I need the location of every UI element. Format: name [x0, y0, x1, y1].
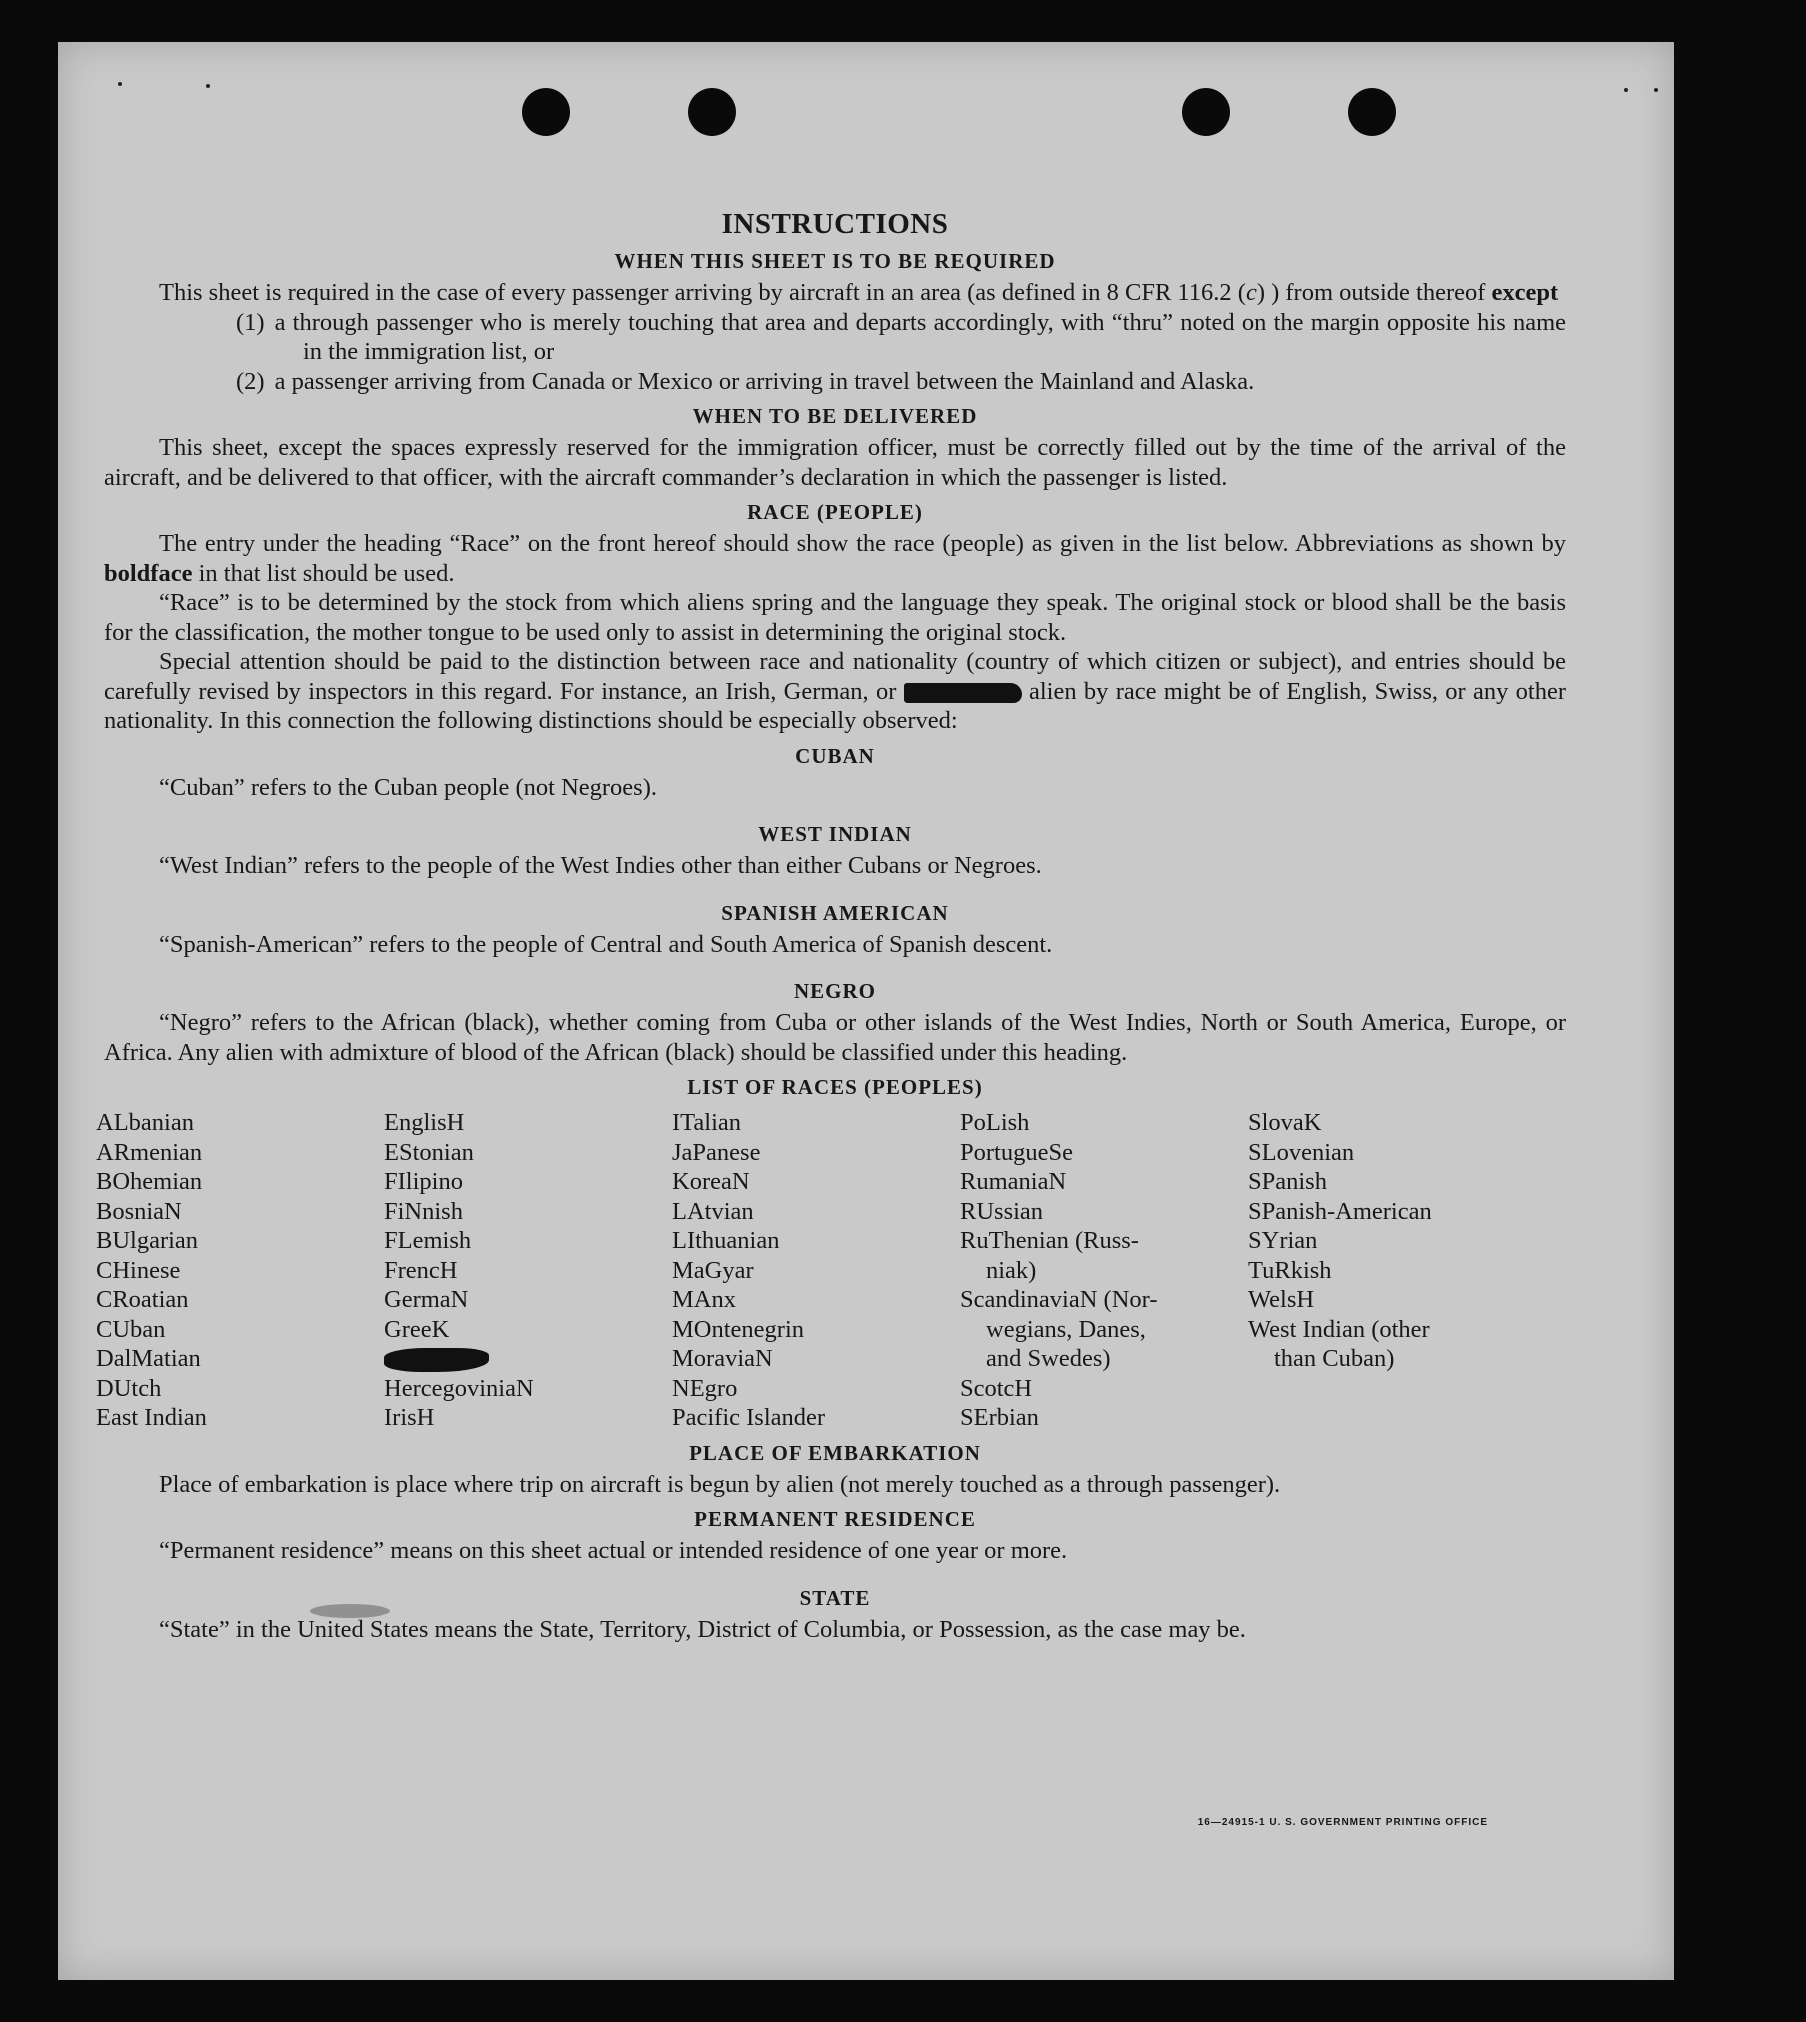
- speck: [118, 82, 122, 86]
- race-entry: CUban: [96, 1315, 166, 1343]
- race-entry: East Indian: [96, 1404, 207, 1431]
- race-entry: FLemish: [384, 1227, 472, 1254]
- race-entry: TuRkish: [1248, 1256, 1332, 1284]
- race-entry: SlovaK: [1248, 1109, 1322, 1136]
- punch-hole: [1182, 88, 1230, 136]
- heading-residence: PERMANENT RESIDENCE: [694, 1507, 976, 1531]
- race-entry: EnglisH: [384, 1109, 465, 1136]
- heading-state: STATE: [799, 1585, 871, 1610]
- race-entry: JaPanese: [672, 1138, 761, 1166]
- race-entry: BUlgarian: [96, 1227, 199, 1254]
- heading-required: WHEN THIS SHEET IS TO BE REQUIRED: [614, 249, 1056, 273]
- race-entry: GreeK: [384, 1315, 450, 1343]
- redacted-entry: [384, 1344, 672, 1374]
- redaction-mark: [904, 683, 1022, 703]
- race-entry: LAtvian: [672, 1197, 754, 1225]
- race-entry: SYrian: [1248, 1227, 1318, 1254]
- heading-cuban: CUBAN: [795, 743, 875, 768]
- races-column-2: [384, 1108, 672, 1433]
- races-column-4: [960, 1108, 1248, 1433]
- race-entry: IrisH: [384, 1404, 435, 1431]
- race-entry: RUssian: [960, 1197, 1044, 1225]
- race-entry: FrencH: [384, 1256, 458, 1284]
- heading-race: RACE (PEOPLE): [747, 500, 923, 524]
- speck: [1624, 88, 1628, 92]
- races-column-5: [1248, 1108, 1536, 1433]
- race-entry-continuation: wegians, Danes,: [986, 1315, 1146, 1343]
- race-paragraph-1: The entry under the heading “Race” on the front hereof should show the race (people) as given in the list below. Abbreviations as shown by boldface in that list should be used.: [104, 530, 1566, 587]
- race-entry: PoLish: [960, 1109, 1030, 1136]
- heading-delivered: WHEN TO BE DELIVERED: [692, 404, 978, 428]
- residence-text: “Permanent residence” means on this sheet actual or intended residence of one year or more.: [159, 1537, 1068, 1564]
- speck: [1654, 88, 1658, 92]
- races-list: [96, 1108, 1566, 1433]
- punch-hole: [522, 88, 570, 136]
- page-title: INSTRUCTIONS: [721, 208, 949, 240]
- redaction-mark: [384, 1348, 489, 1372]
- race-entry: RumaniaN: [960, 1168, 1067, 1195]
- race-entry: FiNnish: [384, 1197, 463, 1225]
- embarkation-text: Place of embarkation is place where trip on aircraft is begun by alien (not merely touched as a through passenger).: [159, 1470, 1281, 1498]
- race-entry: CRoatian: [96, 1286, 189, 1313]
- race-entry: PortugueSe: [960, 1138, 1073, 1166]
- document-page: [58, 42, 1674, 1980]
- race-entry-continuation: and Swedes): [986, 1345, 1111, 1372]
- race-entry: ScandinaviaN (Nor-: [960, 1286, 1158, 1313]
- punch-hole: [688, 88, 736, 136]
- race-entry: SPanish: [1248, 1168, 1327, 1195]
- race-entry: MoraviaN: [672, 1345, 773, 1372]
- delivered-text: This sheet, except the spaces expressly reserved for the immigration officer, must be correctly filled out by the time of the arrival of the aircraft, and be delivered to that officer, with the aircraft commander’s declaration in which the passenger is listed.: [104, 434, 1566, 491]
- races-column-1: [96, 1108, 384, 1433]
- race-entry: FIlipino: [384, 1168, 463, 1195]
- heading-list-of-races: LIST OF RACES (PEOPLES): [687, 1075, 983, 1099]
- race-entry: BOhemian: [96, 1168, 203, 1195]
- required-item-1: (1) a through passenger who is merely touching that area and departs accordingly, with “thru” noted on the margin opposite his name in the immigration list, or: [236, 308, 1566, 365]
- race-entry: MaGyar: [672, 1256, 754, 1284]
- race-entry: West Indian (other: [1248, 1315, 1430, 1343]
- race-entry: LIthuanian: [672, 1227, 780, 1254]
- race-entry: GermaN: [384, 1286, 469, 1313]
- race-entry: HercegoviniaN: [384, 1374, 534, 1402]
- heading-embarkation: PLACE OF EMBARKATION: [689, 1440, 981, 1465]
- race-paragraph-3: Special attention should be paid to the distinction between race and nationality (country of which citizen or subject), and entries should be carefully revised by inspectors in this regard. For instance, an Irish, German, or alien by race might be of English, Swiss, or any other nationality. In this connection the following distinctions should be especially observed:: [104, 648, 1566, 734]
- race-entry: ARmenian: [96, 1138, 203, 1166]
- race-entry: ITalian: [672, 1109, 742, 1136]
- race-entry-continuation: niak): [986, 1256, 1037, 1284]
- spanish-american-text: “Spanish-American” refers to the people of Central and South America of Spanish descent.: [159, 930, 1053, 958]
- instructions-content: [96, 162, 1566, 1644]
- required-item-2: (2) a passenger arriving from Canada or Mexico or arriving in travel between the Mainland and Alaska.: [236, 367, 1255, 395]
- race-entry: MAnx: [672, 1286, 736, 1313]
- race-entry: MOntenegrin: [672, 1315, 804, 1343]
- race-entry: SErbian: [960, 1404, 1039, 1431]
- race-entry: NEgro: [672, 1374, 738, 1402]
- required-intro: This sheet is required in the case of every passenger arriving by aircraft in an area (as defined in 8 CFR 116.2 (c) ) from outside thereof except: [159, 279, 1559, 306]
- punch-hole: [1348, 88, 1396, 136]
- race-entry: Pacific Islander: [672, 1404, 826, 1431]
- cuban-text: “Cuban” refers to the Cuban people (not Negroes).: [159, 773, 657, 801]
- race-entry: DUtch: [96, 1374, 162, 1402]
- race-entry: ALbanian: [96, 1109, 194, 1136]
- race-entry-continuation: than Cuban): [1274, 1345, 1395, 1372]
- state-text: “State” in the United States means the State, Territory, District of Columbia, or Possession, as the case may be.: [159, 1615, 1246, 1643]
- race-entry: CHinese: [96, 1256, 181, 1284]
- race-entry: KoreaN: [672, 1168, 750, 1195]
- heading-negro: NEGRO: [793, 979, 876, 1003]
- race-entry: DalMatian: [96, 1345, 201, 1372]
- speck: [206, 84, 210, 88]
- heading-west-indian: WEST INDIAN: [758, 822, 912, 846]
- race-entry: SLovenian: [1248, 1138, 1355, 1166]
- printing-office-code: 16—24915-1 U. S. GOVERNMENT PRINTING OFFICE: [1197, 1817, 1488, 1828]
- races-column-3: [672, 1108, 960, 1433]
- race-entry: WelsH: [1248, 1286, 1315, 1313]
- race-entry: ScotcH: [960, 1374, 1033, 1402]
- race-entry: RuThenian (Russ-: [960, 1227, 1139, 1254]
- race-entry: BosniaN: [96, 1197, 182, 1225]
- west-indian-text: “West Indian” refers to the people of the West Indies other than either Cubans or Negroes.: [159, 852, 1042, 879]
- negro-text: “Negro” refers to the African (black), whether coming from Cuba or other islands of the West Indies, North or South America, Europe, or Africa. Any alien with admixture of blood of the African (black) should be classified under this heading.: [104, 1009, 1566, 1066]
- race-paragraph-2: “Race” is to be determined by the stock from which aliens spring and the language they speak. The original stock or blood shall be the basis for the classification, the mother tongue to be used only to assist in determining the original stock.: [104, 589, 1566, 646]
- race-entry: SPanish-American: [1248, 1197, 1432, 1225]
- heading-spanish-american: SPANISH AMERICAN: [721, 900, 949, 925]
- race-entry: EStonian: [384, 1138, 474, 1166]
